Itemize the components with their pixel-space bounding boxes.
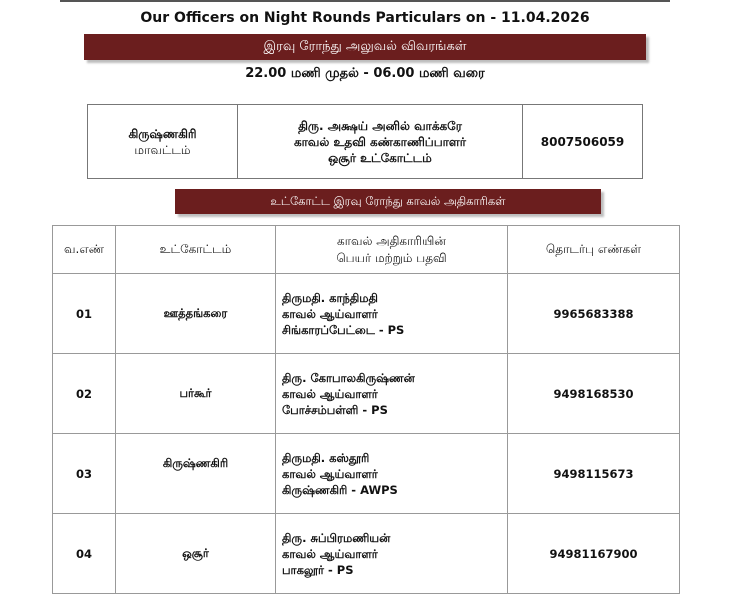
row-phone: 9965683388	[508, 274, 680, 354]
officer-name: திருமதி. கஸ்தூரி	[282, 450, 370, 465]
officer-name: திரு. சுப்பிரமணியன்	[282, 530, 391, 545]
row-officer	[276, 354, 508, 434]
officer-station: பாகலூர் - PS	[282, 562, 354, 577]
header-officer	[276, 226, 508, 274]
district-officer-subdivision: ஒசூர் உட்கோட்டம்	[328, 150, 432, 165]
time-range: 22.00 மணி முதல் - 06.00 மணி வரை	[245, 66, 485, 81]
row-sno: 03	[53, 434, 116, 514]
row-subdivision: ஊத்தங்கரை	[116, 274, 276, 354]
row-officer	[276, 434, 508, 514]
table-row	[53, 274, 680, 354]
header-officer-line2: பெயர் மற்றும் பதவி	[336, 250, 447, 265]
district-label: மாவட்டம்	[134, 142, 191, 157]
row-phone: 94981167900	[508, 514, 680, 594]
officer-name: திருமதி. காந்திமதி	[282, 290, 378, 305]
officer-rank: காவல் ஆய்வாளர்	[282, 466, 378, 481]
row-phone: 9498168530	[508, 354, 680, 434]
row-sno: 01	[53, 274, 116, 354]
district-name-cell	[87, 104, 238, 179]
row-officer	[276, 514, 508, 594]
district-name: கிருஷ்ணகிரி	[128, 126, 197, 141]
row-subdivision: கிருஷ்ணகிரி	[116, 434, 276, 514]
table-row	[53, 354, 680, 434]
row-subdivision: ஒசூர்	[116, 514, 276, 594]
officer-rank: காவல் ஆய்வாளர்	[282, 386, 378, 401]
page-title: Our Officers on Night Rounds Particulars on - 11.04.2026	[140, 10, 590, 26]
header-contact: தொடர்பு எண்கள்	[508, 226, 680, 274]
row-phone: 9498115673	[508, 434, 680, 514]
subdivision-officers-banner: உட்கோட்ட இரவு ரோந்து காவல் அதிகாரிகள்	[175, 189, 601, 214]
officer-station: போச்சம்பள்ளி - PS	[282, 402, 388, 417]
row-sno: 02	[53, 354, 116, 434]
table-row	[53, 514, 680, 594]
officer-rank: காவல் ஆய்வாளர்	[282, 546, 378, 561]
officer-station: சிங்காரப்பேட்டை - PS	[282, 322, 405, 337]
district-officer-cell	[237, 104, 523, 179]
officer-rank: காவல் ஆய்வாளர்	[282, 306, 378, 321]
district-phone-cell	[522, 104, 643, 179]
officer-name: திரு. கோபாலகிருஷ்ணன்	[282, 370, 415, 385]
row-officer	[276, 274, 508, 354]
row-sno: 04	[53, 514, 116, 594]
header-subdivision: உட்கோட்டம்	[116, 226, 276, 274]
header-officer-line1: காவல் அதிகாரியின்	[337, 233, 446, 248]
top-border-line	[60, 0, 670, 2]
night-rounds-banner: இரவு ரோந்து அலுவல் விவரங்கள்	[84, 34, 646, 60]
table-row	[53, 434, 680, 514]
officer-station: கிருஷ்ணகிரி - AWPS	[282, 482, 398, 497]
table-header-row	[53, 226, 680, 274]
district-phone: 8007506059	[540, 134, 625, 149]
row-subdivision: பர்கூர்	[116, 354, 276, 434]
header-sno: வ.எண்	[53, 226, 116, 274]
subdivision-officers-table	[52, 225, 680, 594]
district-officer-name: திரு. அக்ஷய் அனில் வாக்கரே	[298, 118, 462, 133]
district-officer-rank: காவல் உதவி கண்காணிப்பாளர்	[293, 134, 467, 149]
